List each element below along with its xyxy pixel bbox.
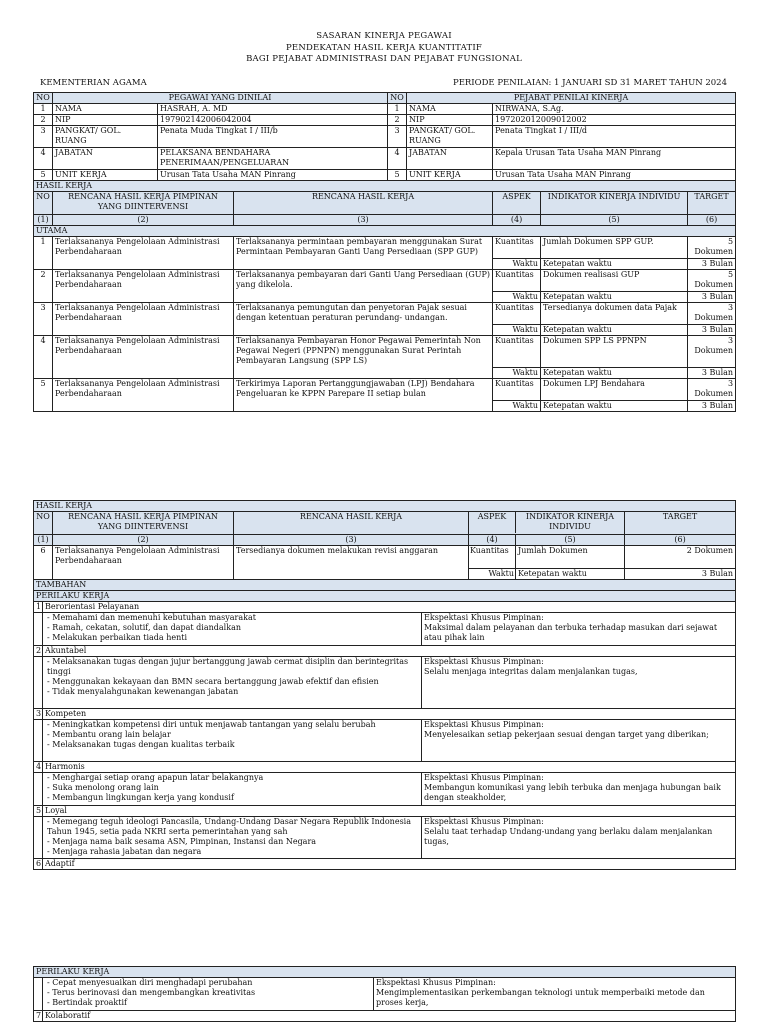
hasil-item-row: 5 Terlaksananya Pengelolaan Administrasi Perbendaharaan Terkirimya Laporan Pertanggungjawaban (LPJ) Bendahara Pengeluaran ke KPPN Parepare II setiap bulan Kuantitas Dokumen LPJ Bendahara 3 Dokumen bbox=[34, 379, 736, 401]
pegawai-row: 3 PANGKAT/ GOL. RUANG Penata Muda Tingkat I / III/b 3 PANGKAT/ GOL. RUANG Penata Tingkat I / III/d bbox=[34, 126, 736, 148]
perilaku-item: 5 Loyal bbox=[34, 806, 736, 817]
skp-second-table: HASIL KERJA NO RENCANA HASIL KERJA PIMPINAN YANG DIINTERVENSI RENCANA HASIL KERJA ASPEK INDIKATOR KINERJA INDIVIDU TARGET (1) (2) (3) (4) (5) (6) 6 Terlaksananya Pengelolaan Administrasi Perbendaharaan Tersedianya dokumen melakukan revisi anggaran Kuantitas Jumlah Dokumen 2 Dokumen Waktu Ketepatan waktu 3 Bulan TAMBAHAN PERILAKU KERJA 1 Berorientasi Pelayanan - Memahami dan memenuhi kebutuhan masyarakat - Ramah, cekatan, solutif, dan dapat diandalkan - Melakukan perbaikan tiada henti Ekspektasi Khusus Pimpinan: Maksimal dalam pelayanan dan terbuka terhadap masukan dari sejawat atau pihak lain 2 Akuntabel - Melaksanakan tugas dengan jujur bertanggung jawab cermat disiplin dan berintegritas tinggi - Menggunakan kekayaan dan BMN secara bertanggung jawab efektif dan efisien - Tidak menyalahgunakan kewenangan jabatan Ekspektasi Khusus Pimpinan: Selalu menjaga integritas dalam menjalankan tugas, 3 Kompeten - Meningkatkan kompetensi diri untuk menjawab tantangan yang selalu berubah - Membantu orang lain belajar - Melaksanakan tugas dengan kualitas terbaik Ekspektasi Khusus Pimpinan: Menyelesaikan setiap pekerjaan sesuai dengan target yang diberikan; 4 Harmonis - Menghargai setiap orang apapun latar belakangnya - Suka menolong orang lain - Membangun lingkungan kerja yang kondusif Ekspektasi Khusus Pimpinan: Membangun komunikasi yang lebih terbuka dan menjaga hubungan baik dengan steakholder, 5 Loyal - Memegang teguh ideologi Pancasila, Undang-Undang Dasar Negara Republik Indonesia Tahun 1945, setia pada NKRI serta pemerintahan yang sah - Menjaga nama baik sesama ASN, Pimpinan, Instansi dan Negara - Menjaga rahasia jabatan dan negara Ekspektasi Khusus Pimpinan: Selalu taat terhadap Undang-undang yang berlaku dalam menjalankan tugas, 6 Adaptif bbox=[33, 500, 736, 870]
pegawai-row: 1 NAMA HASRAH, A. MD 1 NAMA NIRWANA, S.Ag. bbox=[34, 104, 736, 115]
penilai-no-header: NO bbox=[388, 93, 407, 104]
doc-subtitle-2: BAGI PEJABAT ADMINISTRASI DAN PEJABAT FUNGSIONAL bbox=[246, 54, 522, 64]
perilaku-item: 3 Kompeten bbox=[34, 709, 736, 720]
hasil-item-row: 6 Terlaksananya Pengelolaan Administrasi Perbendaharaan Tersedianya dokumen melakukan revisi anggaran Kuantitas Jumlah Dokumen 2 Dokumen bbox=[34, 546, 736, 569]
pegawai-no-header: NO bbox=[34, 93, 53, 104]
pegawai-row: 4 JABATAN PELAKSANA BENDAHARA PENERIMAAN/PENGELUARAN 4 JABATAN Kepala Urusan Tata Usaha MAN Pinrang bbox=[34, 148, 736, 170]
hasil-kerja-header-row: NO RENCANA HASIL KERJA PIMPINAN YANG DIINTERVENSI RENCANA HASIL KERJA ASPEK INDIKATOR KINERJA INDIVIDU TARGET bbox=[34, 192, 736, 215]
perilaku-kerja-title-2: PERILAKU KERJA bbox=[34, 967, 736, 978]
perilaku-item: 1 Berorientasi Pelayanan bbox=[34, 602, 736, 613]
perilaku-item: 4 Harmonis bbox=[34, 762, 736, 773]
pegawai-row: 5 UNIT KERJA Urusan Tata Usaha MAN Pinrang 5 UNIT KERJA Urusan Tata Usaha MAN Pinrang bbox=[34, 170, 736, 181]
perilaku-item: 6 Adaptif bbox=[34, 859, 736, 870]
tambahan-label: TAMBAHAN bbox=[34, 580, 736, 591]
hasil-item-row: 3 Terlaksananya Pengelolaan Administrasi Perbendaharaan Terlaksananya pemungutan dan penyetoran Pajak sesuai dengan ketentuan peraturan perundang- undangan. Kuantitas Tersedianya dokumen data Pajak 3 Dokumen bbox=[34, 303, 736, 325]
pegawai-row: 2 NIP 197902142006042004 2 NIP 197202012009012002 bbox=[34, 115, 736, 126]
hasil-item-row: 2 Terlaksananya Pengelolaan Administrasi Perbendaharaan Terlaksananya pembayaran dari Ganti Uang Persediaan (GUP) yang dikelola. Kuantitas Dokumen realisasi GUP 5 Dokumen bbox=[34, 270, 736, 292]
hasil-item-row: 1 Terlaksananya Pengelolaan Administrasi Perbendaharaan Terlaksananya permintaan pembayaran menggunakan Surat Permintaan Pembayaran Ganti Uang Persediaan (SPP GUP) Kuantitas Jumlah Dokumen SPP GUP. 5 Dokumen bbox=[34, 237, 736, 259]
utama-label: UTAMA bbox=[34, 226, 736, 237]
hasil-kerja-header-row: NO RENCANA HASIL KERJA PIMPINAN YANG DIINTERVENSI RENCANA HASIL KERJA ASPEK INDIKATOR KINERJA INDIVIDU TARGET bbox=[34, 512, 736, 535]
pegawai-dinilai-header: PEGAWAI YANG DINILAI bbox=[53, 93, 388, 104]
column-number-row: (1) (2) (3) (4) (5) (6) bbox=[34, 215, 736, 226]
hasil-kerja-title: HASIL KERJA bbox=[34, 181, 736, 192]
hasil-kerja-title-2: HASIL KERJA bbox=[34, 501, 736, 512]
perilaku-item: 2 Akuntabel bbox=[34, 646, 736, 657]
doc-subtitle-1: PENDEKATAN HASIL KERJA KUANTITATIF bbox=[286, 43, 482, 53]
skp-main-table: NO PEGAWAI YANG DINILAI NO PEJABAT PENILAI KINERJA 1 NAMA HASRAH, A. MD 1 NAMA NIRWANA, S.Ag. 2 NIP 197902142006042004 2 NIP 197202012009012002 3 PANGKAT/ GOL. RUANG Penata Muda Tingkat I / III/b 3 PANGKAT/ GOL. RUANG Penata Tingkat I / III/d 4 JABATAN PELAKSANA BENDAHARA PENERIMAAN/PENGELUARAN 4 JABATAN Kepala Urusan Tata Usaha MAN Pinrang 5 UNIT KERJA Urusan Tata Usaha MAN Pinrang 5 UNIT KERJA Urusan Tata Usaha MAN Pinrang HASIL KERJA NO RENCANA HASIL KERJA PIMPINAN YANG DIINTERVENSI RENCANA HASIL KERJA ASPEK INDIKATOR KINERJA INDIVIDU TARGET (1) (2) (3) (4) (5) (6) UTAMA 1 Terlaksananya Pengelolaan Administrasi Perbendaharaan Terlaksananya permintaan pembayaran menggunakan Surat Permintaan Pembayaran Ganti Uang Persediaan (SPP GUP) Kuantitas Jumlah Dokumen SPP GUP. 5 Dokumen Waktu Ketepatan waktu 3 Bulan 2 Terlaksananya Pengelolaan Administrasi Perbendaharaan Terlaksananya pembayaran dari Ganti Uang Persediaan (GUP) yang dikelola. Kuantitas Dokumen realisasi GUP 5 Dokumen Waktu Ketepatan waktu 3 Bulan 3 Terlaksananya Pengelolaan Administrasi Perbendaharaan Terlaksananya pemungutan dan penyetoran Pajak sesuai dengan ketentuan peraturan perundang- undangan. Kuantitas Tersedianya dokumen data Pajak 3 Dokumen Waktu Ketepatan waktu 3 Bulan 4 Terlaksananya Pengelolaan Administrasi Perbendaharaan Terlaksananya Pembayaran Honor Pegawai Pemerintah Non Pegawai Negeri (PPNPN) menggunakan Surat Perintah Pembayaran Langsung (SPP LS) Kuantitas Dokumen SPP LS PPNPN 3 Dokumen Waktu Ketepatan waktu 3 Bulan 5 Terlaksananya Pengelolaan Administrasi Perbendaharaan Terkirimya Laporan Pertanggungjawaban (LPJ) Bendahara Pengeluaran ke KPPN Parepare II setiap bulan Kuantitas Dokumen LPJ Bendahara 3 Dokumen Waktu Ketepatan waktu 3 Bulan bbox=[33, 92, 736, 412]
periode-label: PERIODE PENILAIAN: 1 JANUARI SD 31 MARET TAHUN 2024 bbox=[452, 78, 727, 88]
perilaku-item: 7 Kolaboratif bbox=[34, 1011, 736, 1022]
pejabat-penilai-header: PEJABAT PENILAI KINERJA bbox=[407, 93, 736, 104]
skp-third-table: PERILAKU KERJA - Cepat menyesuaikan diri menghadapi perubahan - Terus berinovasi dan mengembangkan kreativitas - Bertindak proaktif Ekspektasi Khusus Pimpinan: Mengimplementasikan perkembangan teknologi untuk memperbaiki metode dan proses kerja, 7 Kolaboratif bbox=[33, 966, 736, 1022]
hasil-item-row: 4 Terlaksananya Pengelolaan Administrasi Perbendaharaan Terlaksananya Pembayaran Honor Pegawai Pemerintah Non Pegawai Negeri (PPNPN) menggunakan Surat Perintah Pembayaran Langsung (SPP LS) Kuantitas Dokumen SPP LS PPNPN 3 Dokumen bbox=[34, 336, 736, 368]
doc-title: SASARAN KINERJA PEGAWAI bbox=[316, 31, 452, 41]
instansi-label: KEMENTERIAN AGAMA bbox=[40, 78, 147, 88]
perilaku-kerja-title: PERILAKU KERJA bbox=[34, 591, 736, 602]
